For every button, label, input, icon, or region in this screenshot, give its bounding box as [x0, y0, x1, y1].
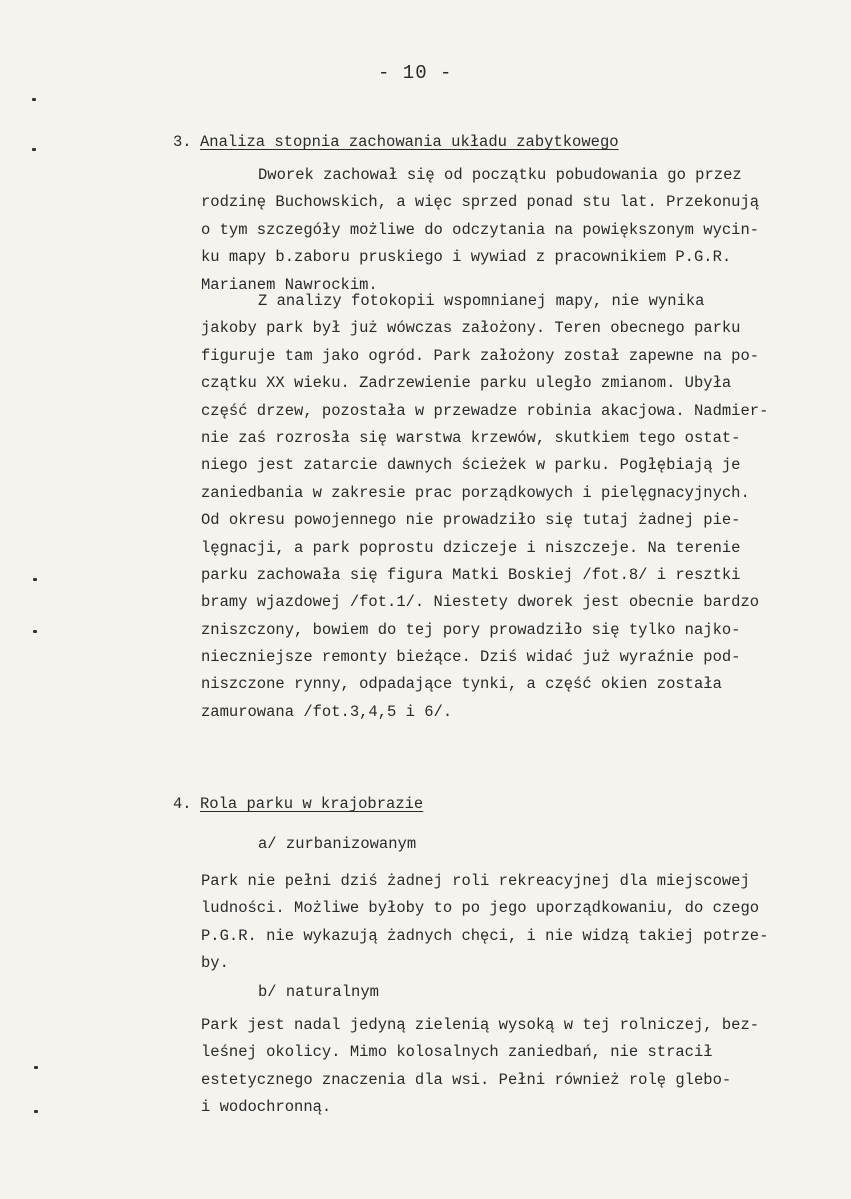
text-line: ku mapy b.zaboru pruskiego i wywiad z pracownikiem P.G.R.: [201, 248, 732, 267]
margin-mark: [34, 1066, 38, 1069]
margin-mark: [33, 630, 37, 633]
text-line: bramy wjazdowej /fot.1/. Niestety dworek jest obecnie bardzo: [201, 593, 760, 612]
section-4-sub-b-text: [201, 1012, 759, 1122]
margin-mark: [33, 578, 37, 581]
text-line: część drzew, pozostała w przewadze robinia akacjowa. Nadmier-: [201, 401, 769, 420]
text-line: parku zachowała się figura Matki Boskiej /fot.8/ i resztki: [201, 565, 741, 584]
text-line: Z analizy fotokopii wspomnianej mapy, nie wynika: [258, 292, 705, 310]
text-line: zamurowana /fot.3,4,5 i 6/.: [201, 702, 453, 721]
text-line: by.: [201, 954, 229, 973]
text-line: P.G.R. nie wykazują żadnych chęci, i nie widzą takiej potrze-: [201, 926, 769, 945]
section-4-number: 4.: [173, 795, 192, 813]
section-4-sub-b-label: [258, 979, 379, 1006]
text-line: niszczone rynny, odpadające tynki, a część okien została: [201, 675, 722, 694]
text-line: Park nie pełni dziś żadnej roli rekreacyjnej dla miejscowej: [201, 872, 750, 890]
text-line: figuruje tam jako ogród. Park założony został zapewne na po-: [201, 346, 760, 365]
text-line: czątku XX wieku. Zadrzewienie parku uległo zmianom. Ubyła: [201, 374, 732, 393]
text-line: o tym szczegóły możliwe do odczytania na powiększonym wycin-: [201, 220, 760, 239]
text-line: estetycznego znaczenia dla wsi. Pełni również rolę glebo-: [201, 1070, 732, 1089]
sub-label-a: a/ zurbanizowanym: [258, 835, 417, 853]
section-4-title: Rola parku w krajobrazie: [200, 795, 424, 813]
text-line: niego jest zatarcie dawnych ścieżek w parku. Pogłębiają je: [201, 456, 741, 475]
margin-mark: [32, 98, 36, 101]
section-3-heading: [173, 133, 619, 151]
text-line: nieczniejsze remonty bieżące. Dziś widać już wyraźnie pod-: [201, 648, 741, 667]
text-line: Od okresu powojennego nie prowadziło się tutaj żadnej pie-: [201, 511, 741, 530]
text-line: zaniedbania w zakresie prac porządkowych i pielęgnacyjnych.: [201, 483, 750, 502]
margin-mark: [34, 1110, 38, 1113]
margin-mark: [32, 148, 36, 151]
section-4-heading: [173, 795, 423, 813]
text-line: i wodochronną.: [201, 1098, 332, 1117]
section-3-title: Analiza stopnia zachowania układu zabytkowego: [200, 133, 619, 151]
page-number: - 10 -: [378, 62, 453, 84]
sub-label-b: b/ naturalnym: [258, 983, 379, 1001]
text-line: nie zaś rozrosła się warstwa krzewów, skutkiem tego ostat-: [201, 428, 741, 447]
section-4-sub-a-text: [201, 868, 768, 978]
section-3-number: 3.: [173, 133, 192, 151]
text-line: ludności. Możliwe byłoby to po jego uporządkowaniu, do czego: [201, 899, 760, 918]
text-line: lęgnacji, a park poprostu dziczeje i niszczeje. Na terenie: [201, 538, 741, 557]
section-4-sub-a-label: [258, 831, 416, 858]
text-line: Dworek zachował się od początku pobudowania go przez: [258, 166, 742, 184]
text-line: Park jest nadal jedyną zielenią wysoką w tej rolniczej, bez-: [201, 1016, 760, 1034]
text-line: Marianem Nawrockim.: [201, 275, 378, 294]
section-3-paragraph-2: [201, 288, 768, 726]
text-line: leśnej okolicy. Mimo kolosalnych zaniedbań, nie stracił: [201, 1043, 713, 1062]
text-line: jakoby park był już wówczas założony. Teren obecnego parku: [201, 319, 741, 338]
section-3-paragraph-1: [201, 162, 759, 299]
text-line: zniszczony, bowiem do tej pory prowadziło się tylko najko-: [201, 620, 741, 639]
text-line: rodzinę Buchowskich, a więc sprzed ponad stu lat. Przekonują: [201, 193, 760, 212]
